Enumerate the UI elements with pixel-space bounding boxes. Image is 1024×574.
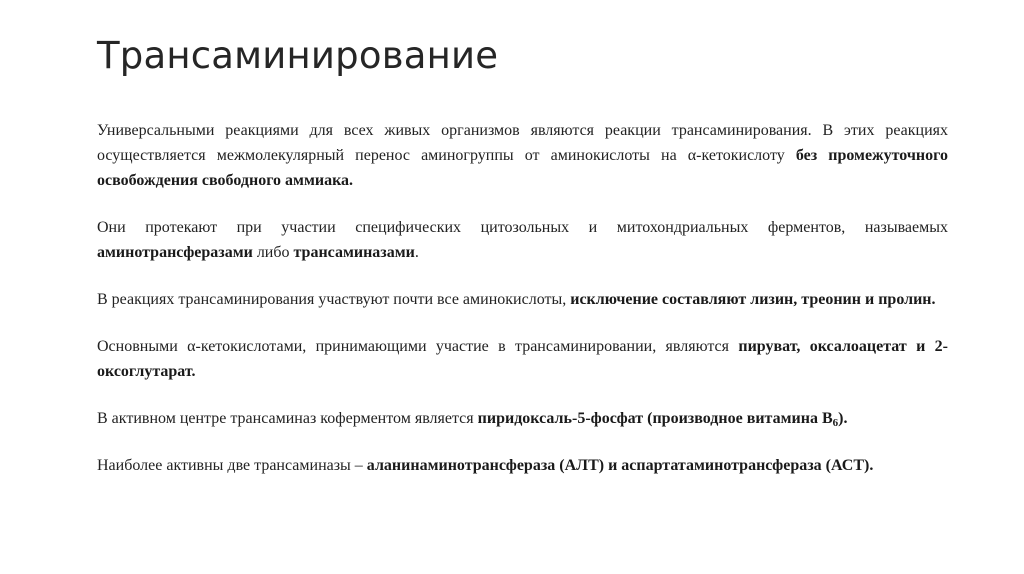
paragraph-emphasis: без промежуточного освобождения свободного аммиака.: [97, 147, 948, 189]
paragraph-emphasis: исключение составляют лизин, треонин и пролин.: [570, 291, 936, 308]
paragraph-text: либо: [252, 244, 294, 261]
paragraph-emphasis: аланинаминотрансфераза (АЛТ) и аспартатаминотрансфераза (АСТ).: [366, 457, 874, 474]
paragraph-exceptions: [97, 287, 948, 312]
paragraph-enzymes: [97, 215, 948, 265]
paragraph-text: Основными α-кетокислотами, принимающими участие в трансаминировании, являются: [97, 338, 739, 355]
paragraph-active-transaminases: [97, 453, 948, 478]
paragraph-emphasis: аминотрансферазами: [97, 244, 253, 261]
paragraph-universal-reactions: [97, 118, 948, 193]
paragraph-emphasis: трансаминазами: [293, 244, 415, 261]
paragraph-text: В реакциях трансаминирования участвуют почти все аминокислоты,: [97, 291, 571, 308]
slide-title: Трансаминирование: [97, 34, 499, 77]
paragraph-coenzyme: [97, 406, 948, 431]
paragraph-text: .: [414, 244, 419, 261]
paragraph-emphasis: [478, 410, 848, 427]
paragraph-keto-acids: [97, 334, 948, 384]
paragraph-emphasis-end: ).: [838, 410, 848, 427]
paragraph-text: Универсальными реакциями для всех живых организмов являются реакции трансаминирования. В этих реакциях осуществляется межмолекулярный перенос аминогруппы от аминокислоты на α-кетокислоту: [97, 122, 948, 164]
paragraph-emphasis-text: пиридоксаль-5-фосфат (производное витамина В: [477, 410, 833, 427]
paragraph-emphasis: пируват, оксалоацетат и 2-оксоглутарат.: [97, 338, 948, 380]
paragraph-text: Наиболее активны две трансаминазы –: [97, 457, 367, 474]
slide-body: [97, 118, 948, 500]
subscript: 6: [832, 417, 839, 429]
paragraph-text: В активном центре трансаминаз коферментом является: [97, 410, 478, 427]
paragraph-text: Они протекают при участии специфических цитозольных и митохондриальных ферментов, называемых: [97, 219, 948, 236]
